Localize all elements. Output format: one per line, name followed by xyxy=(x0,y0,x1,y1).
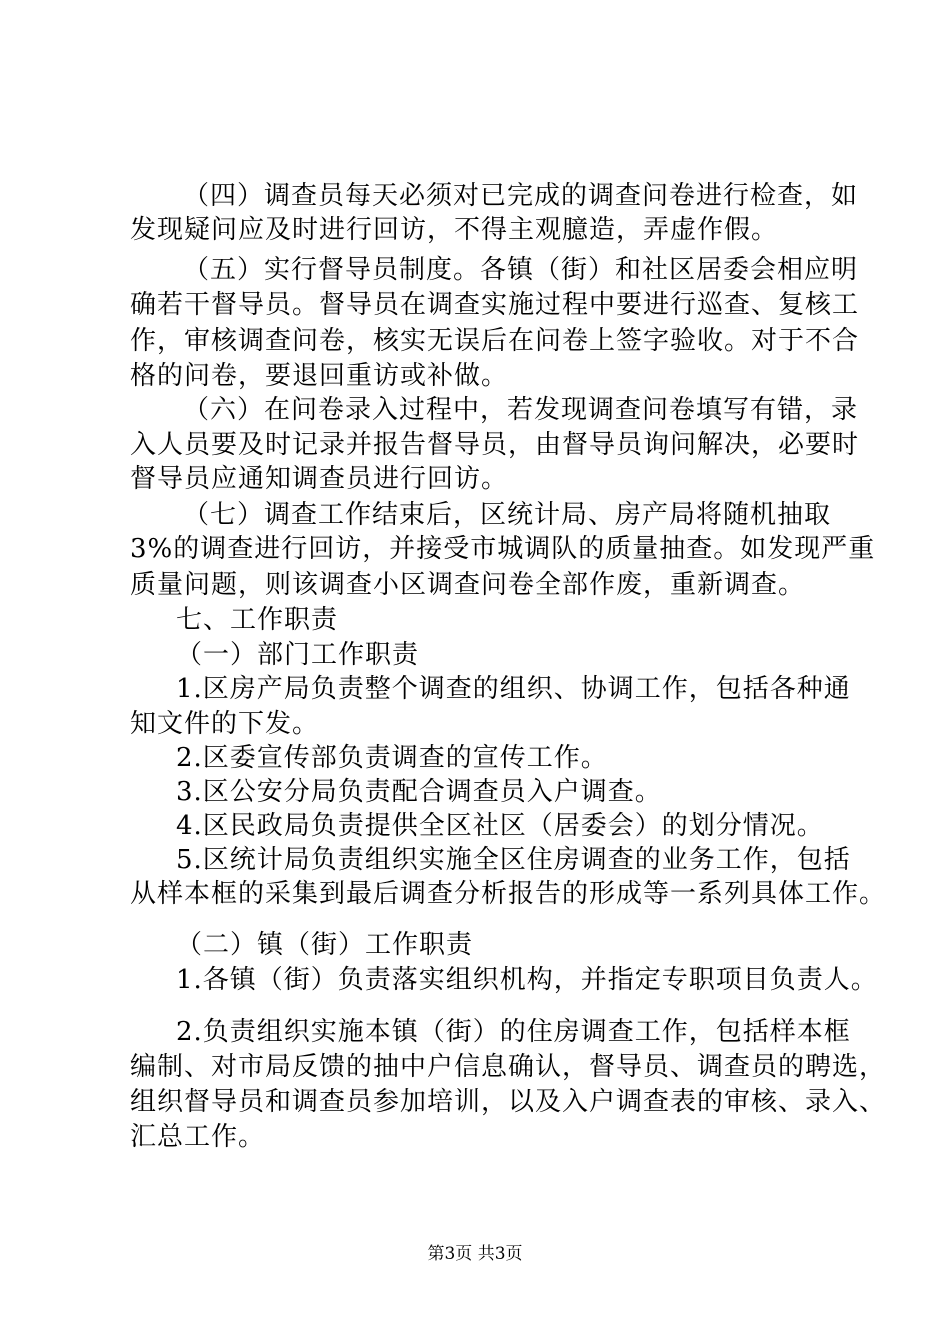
paragraph-line: 编制、对市局反馈的抽中户信息确认，督导员、调查员的聘选， xyxy=(130,1052,887,1082)
paragraph-line: 汇总工作。 xyxy=(130,1122,266,1152)
paragraph-line: 2.负责组织实施本镇（街）的住房调查工作，包括样本框 xyxy=(176,1017,851,1047)
paragraph-line: 发现疑问应及时进行回访，不得主观臆造，弄虚作假。 xyxy=(130,215,779,245)
paragraph-line: 3.区公安分局负责配合调查员入户调查。 xyxy=(176,777,662,807)
paragraph-line: （五）实行督导员制度。各镇（街）和社区居委会相应明 xyxy=(183,255,859,285)
paragraph-line: 从样本框的采集到最后调查分析报告的形成等一系列具体工作。 xyxy=(130,879,887,909)
paragraph-line: 1.各镇（街）负责落实组织机构，并指定专职项目负责人。 xyxy=(176,965,878,995)
paragraph-line: 入人员要及时记录并报告督导员，由督导员询问解决，必要时 xyxy=(130,430,860,460)
paragraph-line: 确若干督导员。督导员在调查实施过程中要进行巡查、复核工 xyxy=(130,290,860,320)
paragraph-line: 2.区委宣传部负责调查的宣传工作。 xyxy=(176,743,608,773)
subsection-heading: （一）部门工作职责 xyxy=(176,640,420,670)
page-footer: 第3页 共3页 xyxy=(427,1244,523,1264)
paragraph-line: （四）调查员每天必须对已完成的调查问卷进行检查，如 xyxy=(183,181,859,211)
paragraph-line: （七）调查工作结束后，区统计局、房产局将随机抽取 xyxy=(183,500,832,530)
paragraph-line: 5.区统计局负责组织实施全区住房调查的业务工作，包括 xyxy=(176,845,851,875)
paragraph-line: 4.区民政局负责提供全区社区（居委会）的划分情况。 xyxy=(176,811,824,841)
paragraph-line: 3%的调查进行回访，并接受市城调队的质量抽查。如发现严重 xyxy=(130,534,876,564)
paragraph-line: 知文件的下发。 xyxy=(130,709,320,739)
subsection-heading: （二）镇（街）工作职责 xyxy=(176,930,474,960)
paragraph-line: 格的问卷，要退回重访或补做。 xyxy=(130,361,509,391)
paragraph-line: 督导员应通知调查员进行回访。 xyxy=(130,464,509,494)
paragraph-line: 作，审核调查问卷，核实无误后在问卷上签字验收。对于不合 xyxy=(130,326,860,356)
paragraph-line: 1.区房产局负责整个调查的组织、协调工作，包括各种通 xyxy=(176,674,851,704)
paragraph-line: （六）在问卷录入过程中，若发现调查问卷填写有错，录 xyxy=(183,395,859,425)
paragraph-line: 组织督导员和调查员参加培训，以及入户调查表的审核、录入、 xyxy=(130,1087,887,1117)
paragraph-line: 质量问题，则该调查小区调查问卷全部作废，重新调查。 xyxy=(130,570,806,600)
section-heading: 七、工作职责 xyxy=(176,605,339,635)
